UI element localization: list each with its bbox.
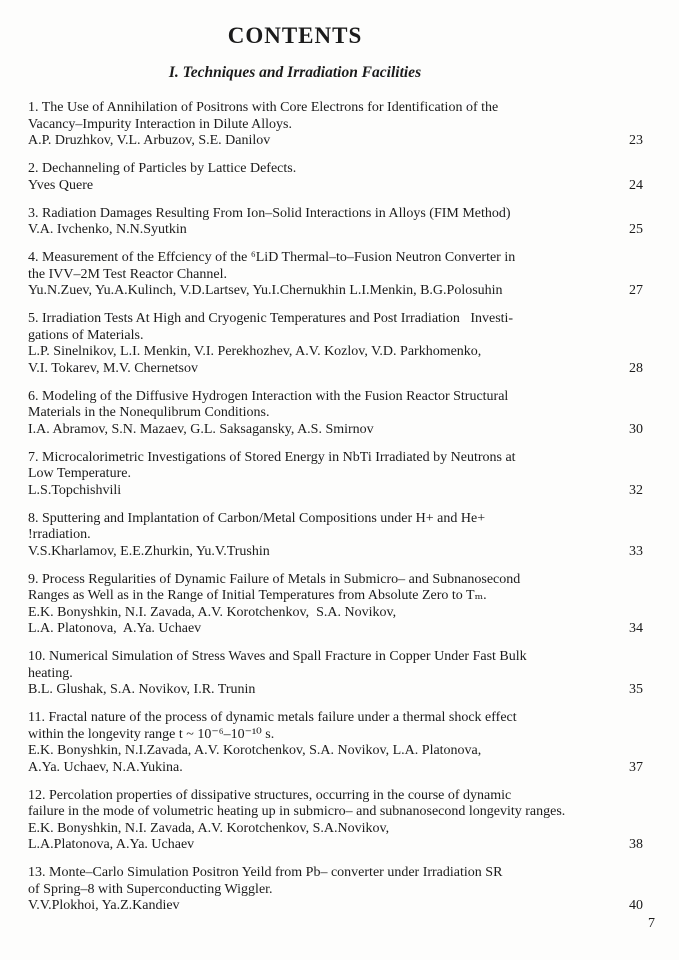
toc-entry [28, 100, 643, 150]
entry-title-line: heating. [28, 665, 73, 681]
entry-title-line: 11. Fractal nature of the process of dynamic metals failure under a thermal shock effect [28, 710, 517, 725]
entry-title-line: 10. Numerical Simulation of Stress Waves and Spall Fracture in Copper Under Fast Bulk [28, 649, 527, 664]
entry-author-line: L.A. Platonova, A.Ya. Uchaev [28, 621, 202, 636]
entry-title-line: 13. Monte–Carlo Simulation Positron Yeild from Pb– converter under Irradiation SR [28, 865, 503, 880]
entry-title-line: 4. Measurement of the Effciency of the ⁶LiD Thermal–to–Fusion Neutron Converter in [28, 250, 516, 265]
entry-title-line: 2. Dechanneling of Particles by Lattice Defects. [28, 161, 297, 176]
toc-entry [28, 161, 643, 194]
toc-entry [28, 389, 643, 439]
entry-author-line: Yves Quere [28, 177, 94, 193]
toc-entries [28, 100, 643, 915]
entry-author-line: L.P. Sinelnikov, L.I. Menkin, V.I. Perekhozhev, A.V. Kozlov, V.D. Parkhomenko, [28, 344, 482, 359]
toc-entry [28, 572, 643, 638]
entry-lines [28, 649, 643, 699]
entry-page-number: 28 [629, 360, 643, 376]
entry-lines [28, 710, 643, 776]
entry-lines [28, 572, 643, 638]
section-heading: I. Techniques and Irradiation Facilities [168, 64, 422, 81]
entry-page-number: 38 [629, 837, 643, 852]
entry-title-line: 1. The Use of Annihilation of Positrons with Core Electrons for Identification of the [28, 100, 499, 115]
toc-entry [28, 788, 643, 854]
entry-title-line: of Spring–8 with Superconducting Wiggler. [28, 881, 273, 897]
footer-page-number: 7 [648, 916, 655, 931]
entry-author-line: A.P. Druzhkov, V.L. Arbuzov, S.E. Danilov [28, 133, 271, 148]
entry-page-number: 34 [629, 621, 643, 636]
entry-title-line: Materials in the Nonequlibrum Conditions. [28, 405, 270, 420]
entry-title-line: Ranges as Well as in the Range of Initial Temperatures from Absolute Zero to Tₘ. [28, 588, 487, 603]
entry-title-line: Vacancy–Impurity Interaction in Dilute Alloys. [28, 116, 292, 132]
entry-lines [28, 311, 643, 377]
entry-author-line: E.K. Bonyshkin, N.I. Zavada, A.V. Korotchenkov, S.A. Novikov, [28, 604, 397, 620]
entry-lines [28, 250, 643, 300]
entry-author-line: L.A.Platonova, A.Ya. Uchaev [28, 837, 195, 852]
toc-entry [28, 450, 643, 500]
toc-entry [28, 511, 643, 561]
entry-title-line: 9. Process Regularities of Dynamic Failure of Metals in Submicro– and Subnanosecond [28, 571, 521, 587]
entry-title-line: 8. Sputtering and Implantation of Carbon/Metal Compositions under H+ and He+ [28, 510, 486, 526]
entry-page-number: 40 [629, 898, 643, 913]
entry-lines [28, 450, 643, 500]
toc-entry [28, 250, 643, 300]
entry-author-line: V.V.Plokhoi, Ya.Z.Kandiev [28, 898, 180, 913]
toc-entry [28, 865, 643, 915]
entry-title-line: 5. Irradiation Tests At High and Cryogenic Temperatures and Post Irradiation Investi- [28, 311, 514, 326]
entry-page-number: 30 [629, 421, 643, 437]
entry-author-line: I.A. Abramov, S.N. Mazaev, G.L. Saksagansky, A.S. Smirnov [28, 421, 374, 437]
entry-title-line: within the longevity range t ~ 10⁻⁶–10⁻¹⁰ s. [28, 726, 275, 742]
toc-entry [28, 311, 643, 377]
toc-entry [28, 206, 643, 239]
entry-title-line: the IVV–2M Test Reactor Channel. [28, 266, 227, 282]
entry-title-line: Low Temperature. [28, 466, 131, 481]
entry-author-line: Yu.N.Zuev, Yu.A.Kulinch, V.D.Lartsev, Yu.I.Chernukhin L.I.Menkin, B.G.Polosuhin [28, 283, 503, 298]
entry-author-line: V.I. Tokarev, M.V. Chernetsov [28, 360, 198, 376]
entry-lines [28, 206, 643, 239]
entry-page-number: 35 [629, 682, 643, 697]
entry-lines [28, 865, 643, 915]
entry-page-number: 33 [629, 543, 643, 559]
entry-title-line: failure in the mode of volumetric heating up in submicro– and subnanosecond longevity ranges. [28, 804, 566, 819]
entry-page-number: 27 [629, 283, 643, 298]
entry-author-line: L.S.Topchishvili [28, 482, 122, 498]
page-title: CONTENTS [227, 23, 363, 48]
entry-page-number: 25 [629, 222, 643, 237]
entry-page-number: 32 [629, 482, 643, 498]
entry-title-line: 7. Microcalorimetric Investigations of Stored Energy in NbTi Irradiated by Neutrons at [28, 449, 516, 465]
entry-page-number: 24 [629, 177, 643, 193]
entry-lines [28, 511, 643, 561]
toc-entry [28, 710, 643, 776]
entry-lines [28, 161, 643, 194]
entry-author-line: E.K. Bonyshkin, N.I. Zavada, A.V. Korotchenkov, S.A.Novikov, [28, 820, 390, 836]
entry-title-line: 6. Modeling of the Diffusive Hydrogen Interaction with the Fusion Reactor Structural [28, 388, 509, 404]
entry-lines [28, 788, 643, 854]
entry-author-line: V.A. Ivchenko, N.N.Syutkin [28, 222, 187, 237]
entry-title-line: 3. Radiation Damages Resulting From Ion–Solid Interactions in Alloys (FIM Method) [28, 205, 511, 221]
entry-title-line: gations of Materials. [28, 327, 144, 343]
toc-entry [28, 649, 643, 699]
entry-page-number: 23 [629, 133, 643, 148]
entry-page-number: 37 [629, 759, 643, 775]
entry-title-line: 12. Percolation properties of dissipative structures, occurring in the course of dynamic [28, 787, 512, 803]
entry-lines [28, 389, 643, 439]
entry-author-line: E.K. Bonyshkin, N.I.Zavada, A.V. Korotchenkov, S.A. Novikov, L.A. Platonova, [28, 743, 482, 758]
entry-author-line: V.S.Kharlamov, E.E.Zhurkin, Yu.V.Trushin [28, 543, 270, 559]
entry-author-line: B.L. Glushak, S.A. Novikov, I.R. Trunin [28, 682, 256, 697]
entry-author-line: A.Ya. Uchaev, N.A.Yukina. [28, 759, 183, 775]
entry-lines [28, 100, 643, 150]
entry-title-line: !rradiation. [28, 527, 91, 542]
